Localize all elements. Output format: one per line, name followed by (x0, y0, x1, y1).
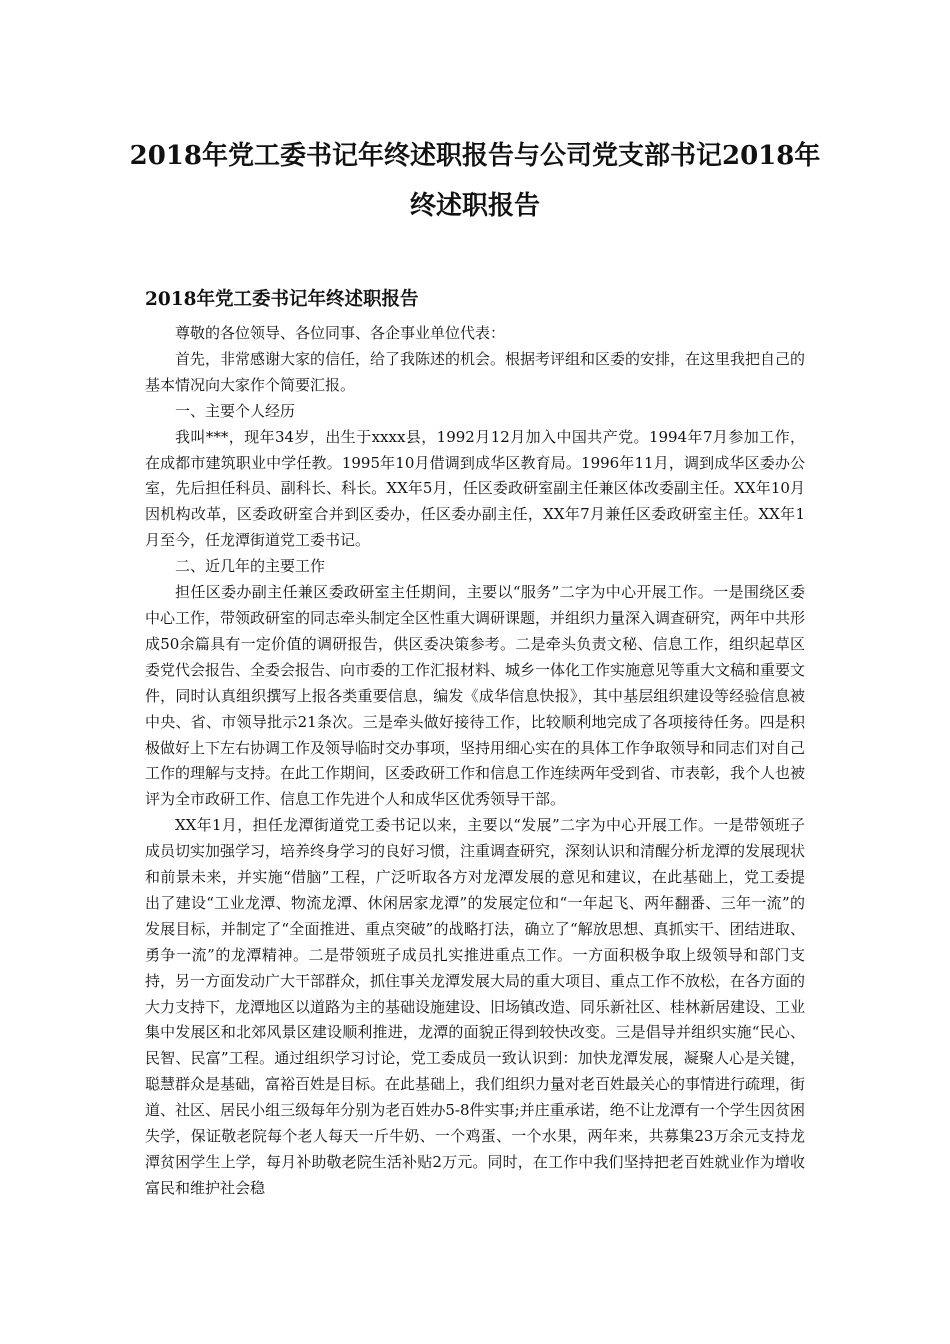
document-title: 2018年党工委书记年终述职报告与公司党支部书记2018年终述职报告 (129, 141, 821, 221)
paragraph-salutation: 尊敬的各位领导、各位同事、各企事业单位代表： (175, 324, 506, 342)
paragraph-experience: 我叫***，现年34岁，出生于xxxx县，1992月12月加入中国共产党。1994年7月参加工作，在成都市建筑职业中学任教。1995年10月借调到成华区教育局。1996年11月，调到成华区委办公室，先后担任科员、副科长、科长。XX年5月，任区委政研室副主任兼区体改委副主任。XX年10月因机构改革，区委政研室合并到区委办，任区委办副主任，XX年7月兼任区委政研室主任。XX年1月至今，任龙潭街道党工委书记。 (145, 427, 805, 550)
paragraph-office-work: 担任区委办副主任兼区委政研室主任期间，主要以“服务”二字为中心开展工作。一是围绕区委中心工作，带领政研室的同志牵头制定全区性重大调研课题，并组织力量深入调查研究，两年中共形成50余篇具有一定价值的调研报告，供区委决策参考。二是牵头负责文秘、信息工作，组织起草区委党代会报告、全委会报告、向市委的工作汇报材料、城乡一体化工作实施意见等重大文稿和重要文件，同时认真组织撰写上报各类重要信息，编发《成华信息快报》，其中基层组织建设等经验信息被中央、省、市领导批示21条次。三是牵头做好接待工作，比较顺利地完成了各项接待任务。四是积极做好上下左右协调工作及领导临时交办事项，坚持用细心实在的具体工作争取领导和同志们对自己工作的理解与支持。在此工作期间，区委政研工作和信息工作连续两年受到省、市表彰，我个人也被评为全市政研工作、信息工作先进个人和成华区优秀领导干部。 (145, 583, 806, 809)
heading-personal-experience: 一、主要个人经历 (175, 401, 296, 420)
heading-main-work: 二、近几年的主要工作 (175, 557, 326, 576)
paragraph-intro: 首先，非常感谢大家的信任，给了我陈述的机会。根据考评组和区委的安排，在这里我把自己的基本情况向大家作个简要汇报。 (145, 349, 806, 394)
document-body (145, 321, 805, 1202)
section-heading: 2018年党工委书记年终述职报告 (145, 289, 419, 310)
paragraph-longtan-work: XX年1月，担任龙潭街道党工委书记以来，主要以“发展”二字为中心开展工作。一是带领班子成员切实加强学习，培养终身学习的良好习惯，注重调查研究，深刻认识和清醒分析龙潭的发展现状和前景未来，并实施“借脑”工程，广泛听取各方对龙潭发展的意见和建议，在此基础上，党工委提出了建设“工业龙潭、物流龙潭、休闲居家龙潭”的发展定位和“一年起飞、两年翻番、三年一流”的发展目标，并制定了“全面推进、重点突破”的战略打法，确立了“解放思想、真抓实干、团结进取、勇争一流”的龙潭精神。二是带领班子成员扎实推进重点工作。一方面积极争取上级领导和部门支持，另一方面发动广大干部群众，抓住事关龙潭发展大局的重大项目、重点工作不放松，在各方面的大力支持下，龙潭地区以道路为主的基础设施建设、旧场镇改造、同乐新社区、桂林新居建设、工业集中发展区和北郊风景区建设顺利推进，龙潭的面貌正得到较快改变。三是倡导并组织实施“民心、民智、民富”工程。通过组织学习讨论，党工委成员一致认识到：加快龙潭发展，凝聚人心是关键，聪慧群众是基础，富裕百姓是目标。在此基础上，我们组织力量对老百姓最关心的事情进行疏理，街道、社区、居民小组三级每年分别为老百姓办5-8件实事;并庄重承诺，绝不让龙潭有一个学生因贫困失学，保证敬老院每个老人每天一斤牛奶、一个鸡蛋、一个水果，两年来，共募集23万余元支持龙潭贫困学生上学，每月补助敬老院生活补贴2万元。同时，在工作中我们坚持把老百姓就业作为增收富民和维护社会稳 (145, 816, 806, 1197)
